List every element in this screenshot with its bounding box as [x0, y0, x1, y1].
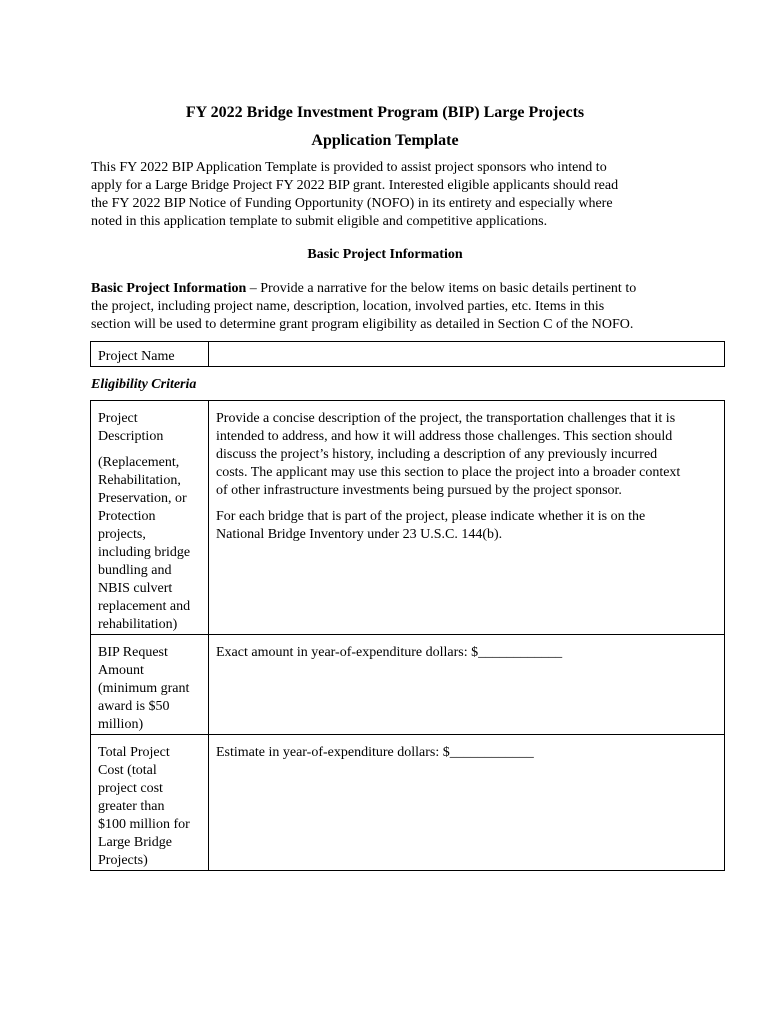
basic-info-line: the project, including project name, description, location, involved parties, etc. Items in this — [91, 299, 605, 314]
label-note-line: projects, — [98, 527, 146, 542]
label-line: greater than — [98, 799, 165, 814]
label-line: (minimum grant — [98, 681, 190, 696]
total-project-cost-field[interactable] — [209, 735, 725, 871]
label-line: award is $50 — [98, 699, 170, 714]
intro-line: noted in this application template to submit eligible and competitive applications. — [91, 214, 548, 229]
table-row — [91, 342, 725, 367]
eligibility-heading: Eligibility Criteria — [91, 377, 197, 392]
instruction-line: For each bridge that is part of the project, please indicate whether it is on the — [216, 509, 646, 524]
basic-info-line: section will be used to determine grant program eligibility as detailed in Section C of the NOFO. — [91, 317, 634, 332]
label-line: Cost (total — [98, 763, 157, 778]
label-line: million) — [98, 717, 144, 732]
instruction-line: intended to address, and how it will address those challenges. This section should — [216, 429, 673, 444]
project-name-label: Project Name — [91, 342, 209, 367]
basic-info-line — [91, 280, 691, 298]
intro-paragraph — [91, 159, 691, 231]
table-row — [91, 735, 725, 871]
project-description-field[interactable] — [209, 401, 725, 635]
project-description-label — [91, 401, 209, 635]
document-title: FY 2022 Bridge Investment Program (BIP) Large Projects — [185, 104, 585, 121]
label-line: Projects) — [98, 853, 148, 868]
label-line: project cost — [98, 781, 163, 796]
instruction-line: costs. The applicant may use this section to place the project into a broader context — [216, 465, 681, 480]
section-heading: Basic Project Information — [307, 247, 463, 262]
eligibility-table — [90, 400, 725, 871]
instruction-line: Exact amount in year-of-expenditure dollars: $____________ — [216, 645, 563, 660]
intro-line: apply for a Large Bridge Project FY 2022 BIP grant. Interested eligible applicants should read — [91, 178, 619, 193]
instruction-line: discuss the project’s history, including a description of any previously incurred — [216, 447, 658, 462]
table-row — [91, 401, 725, 635]
instruction-line: Provide a concise description of the project, the transportation challenges that it is — [216, 411, 676, 426]
label-note-line: including bridge — [98, 545, 191, 560]
label-line: Amount — [98, 663, 144, 678]
label-note-line: replacement and — [98, 599, 191, 614]
label-note-line: Preservation, or — [98, 491, 187, 506]
label-note-line: rehabilitation) — [98, 617, 178, 632]
instruction-line: Estimate in year-of-expenditure dollars: $____________ — [216, 745, 534, 760]
intro-line: the FY 2022 BIP Notice of Funding Opportunity (NOFO) in its entirety and especially where — [91, 196, 613, 211]
label-line: Description — [98, 429, 164, 444]
label-note-line: Rehabilitation, — [98, 473, 181, 488]
label-line: Large Bridge — [98, 835, 172, 850]
label-note-line: NBIS culvert — [98, 581, 173, 596]
label-line: Total Project — [98, 745, 170, 760]
label-line: Project — [98, 411, 138, 426]
project-name-table — [90, 341, 725, 367]
bip-request-amount-field[interactable] — [209, 635, 725, 735]
label-note-line: bundling and — [98, 563, 172, 578]
intro-line: This FY 2022 BIP Application Template is provided to assist project sponsors who intend to — [91, 160, 607, 175]
instruction-line: National Bridge Inventory under 23 U.S.C. 144(b). — [216, 527, 503, 542]
label-note-line: Protection — [98, 509, 156, 524]
project-name-field[interactable] — [209, 342, 725, 367]
label-line: BIP Request — [98, 645, 168, 660]
basic-info-lead: Basic Project Information — [91, 281, 247, 296]
basic-info-line-rest: – Provide a narrative for the below items on basic details pertinent to — [246, 281, 637, 296]
label-line: $100 million for — [98, 817, 190, 832]
table-row — [91, 635, 725, 735]
label-note-line: (Replacement, — [98, 455, 180, 470]
instruction-line: of other infrastructure investments being pursued by the project sponsor. — [216, 483, 622, 498]
bip-request-amount-label — [91, 635, 209, 735]
document-subtitle: Application Template — [311, 132, 459, 149]
total-project-cost-label — [91, 735, 209, 871]
basic-info-paragraph — [91, 280, 691, 334]
